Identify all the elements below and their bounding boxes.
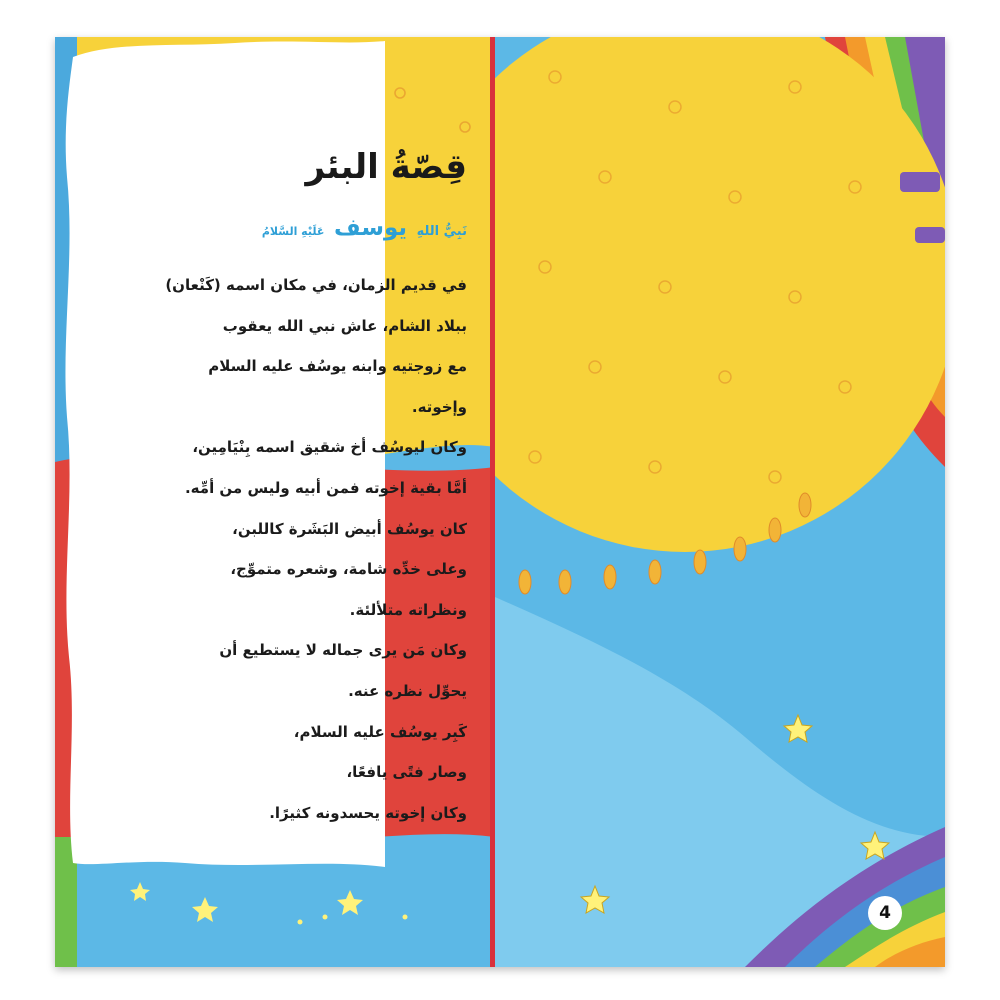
book-spread <box>55 37 945 967</box>
right-page <box>495 37 945 967</box>
story-line: وعلى خدِّه شامة، وشعره متموِّج، <box>230 560 467 579</box>
story-line: وكان إخوته يحسدونه كثيرًا. <box>269 803 467 822</box>
story-line: أمَّا بقية إخوته فمن أبيه وليس من أمِّه. <box>184 478 467 497</box>
sun-illustration <box>495 37 945 967</box>
subtitle-name: يوسف <box>333 215 408 241</box>
story-line: مع زوجتيه وابنه يوسُف عليه السلام <box>208 357 467 376</box>
story-line: كَبِر يوسُف عليه السلام، <box>293 722 467 741</box>
story-line: كان يوسُف أبيض البَشَرة كاللبن، <box>232 519 467 538</box>
story-line: وإخوته. <box>411 397 467 416</box>
story-line: يحوِّل نظره عنه. <box>348 681 467 700</box>
story-line: وصار فتًى يافعًا، <box>346 763 467 782</box>
subtitle-prefix: نَبِيُّ اللهِ <box>416 224 467 239</box>
story-line: وكان مَن يرى جماله لا يستطيع أن <box>219 641 467 660</box>
story-line: في قديم الزمان، في مكان اسمه (كَنْعان) <box>165 276 467 294</box>
story-line: ببلاد الشام، عاش نبي الله يعقوب <box>222 316 467 335</box>
subtitle-suffix: عَلَيْهِ السَّلامُ <box>261 225 325 238</box>
story-line: ونظراته متلألئة. <box>349 600 467 619</box>
story-line: وكان ليوسُف أخ شقيق اسمه بِنْيَامِين، <box>192 438 467 457</box>
story-subtitle <box>262 215 467 241</box>
left-page <box>55 37 495 967</box>
page-number: 4 <box>868 896 902 930</box>
story-body <box>165 273 467 841</box>
story-title: قِصّةُ البئر <box>305 147 467 187</box>
